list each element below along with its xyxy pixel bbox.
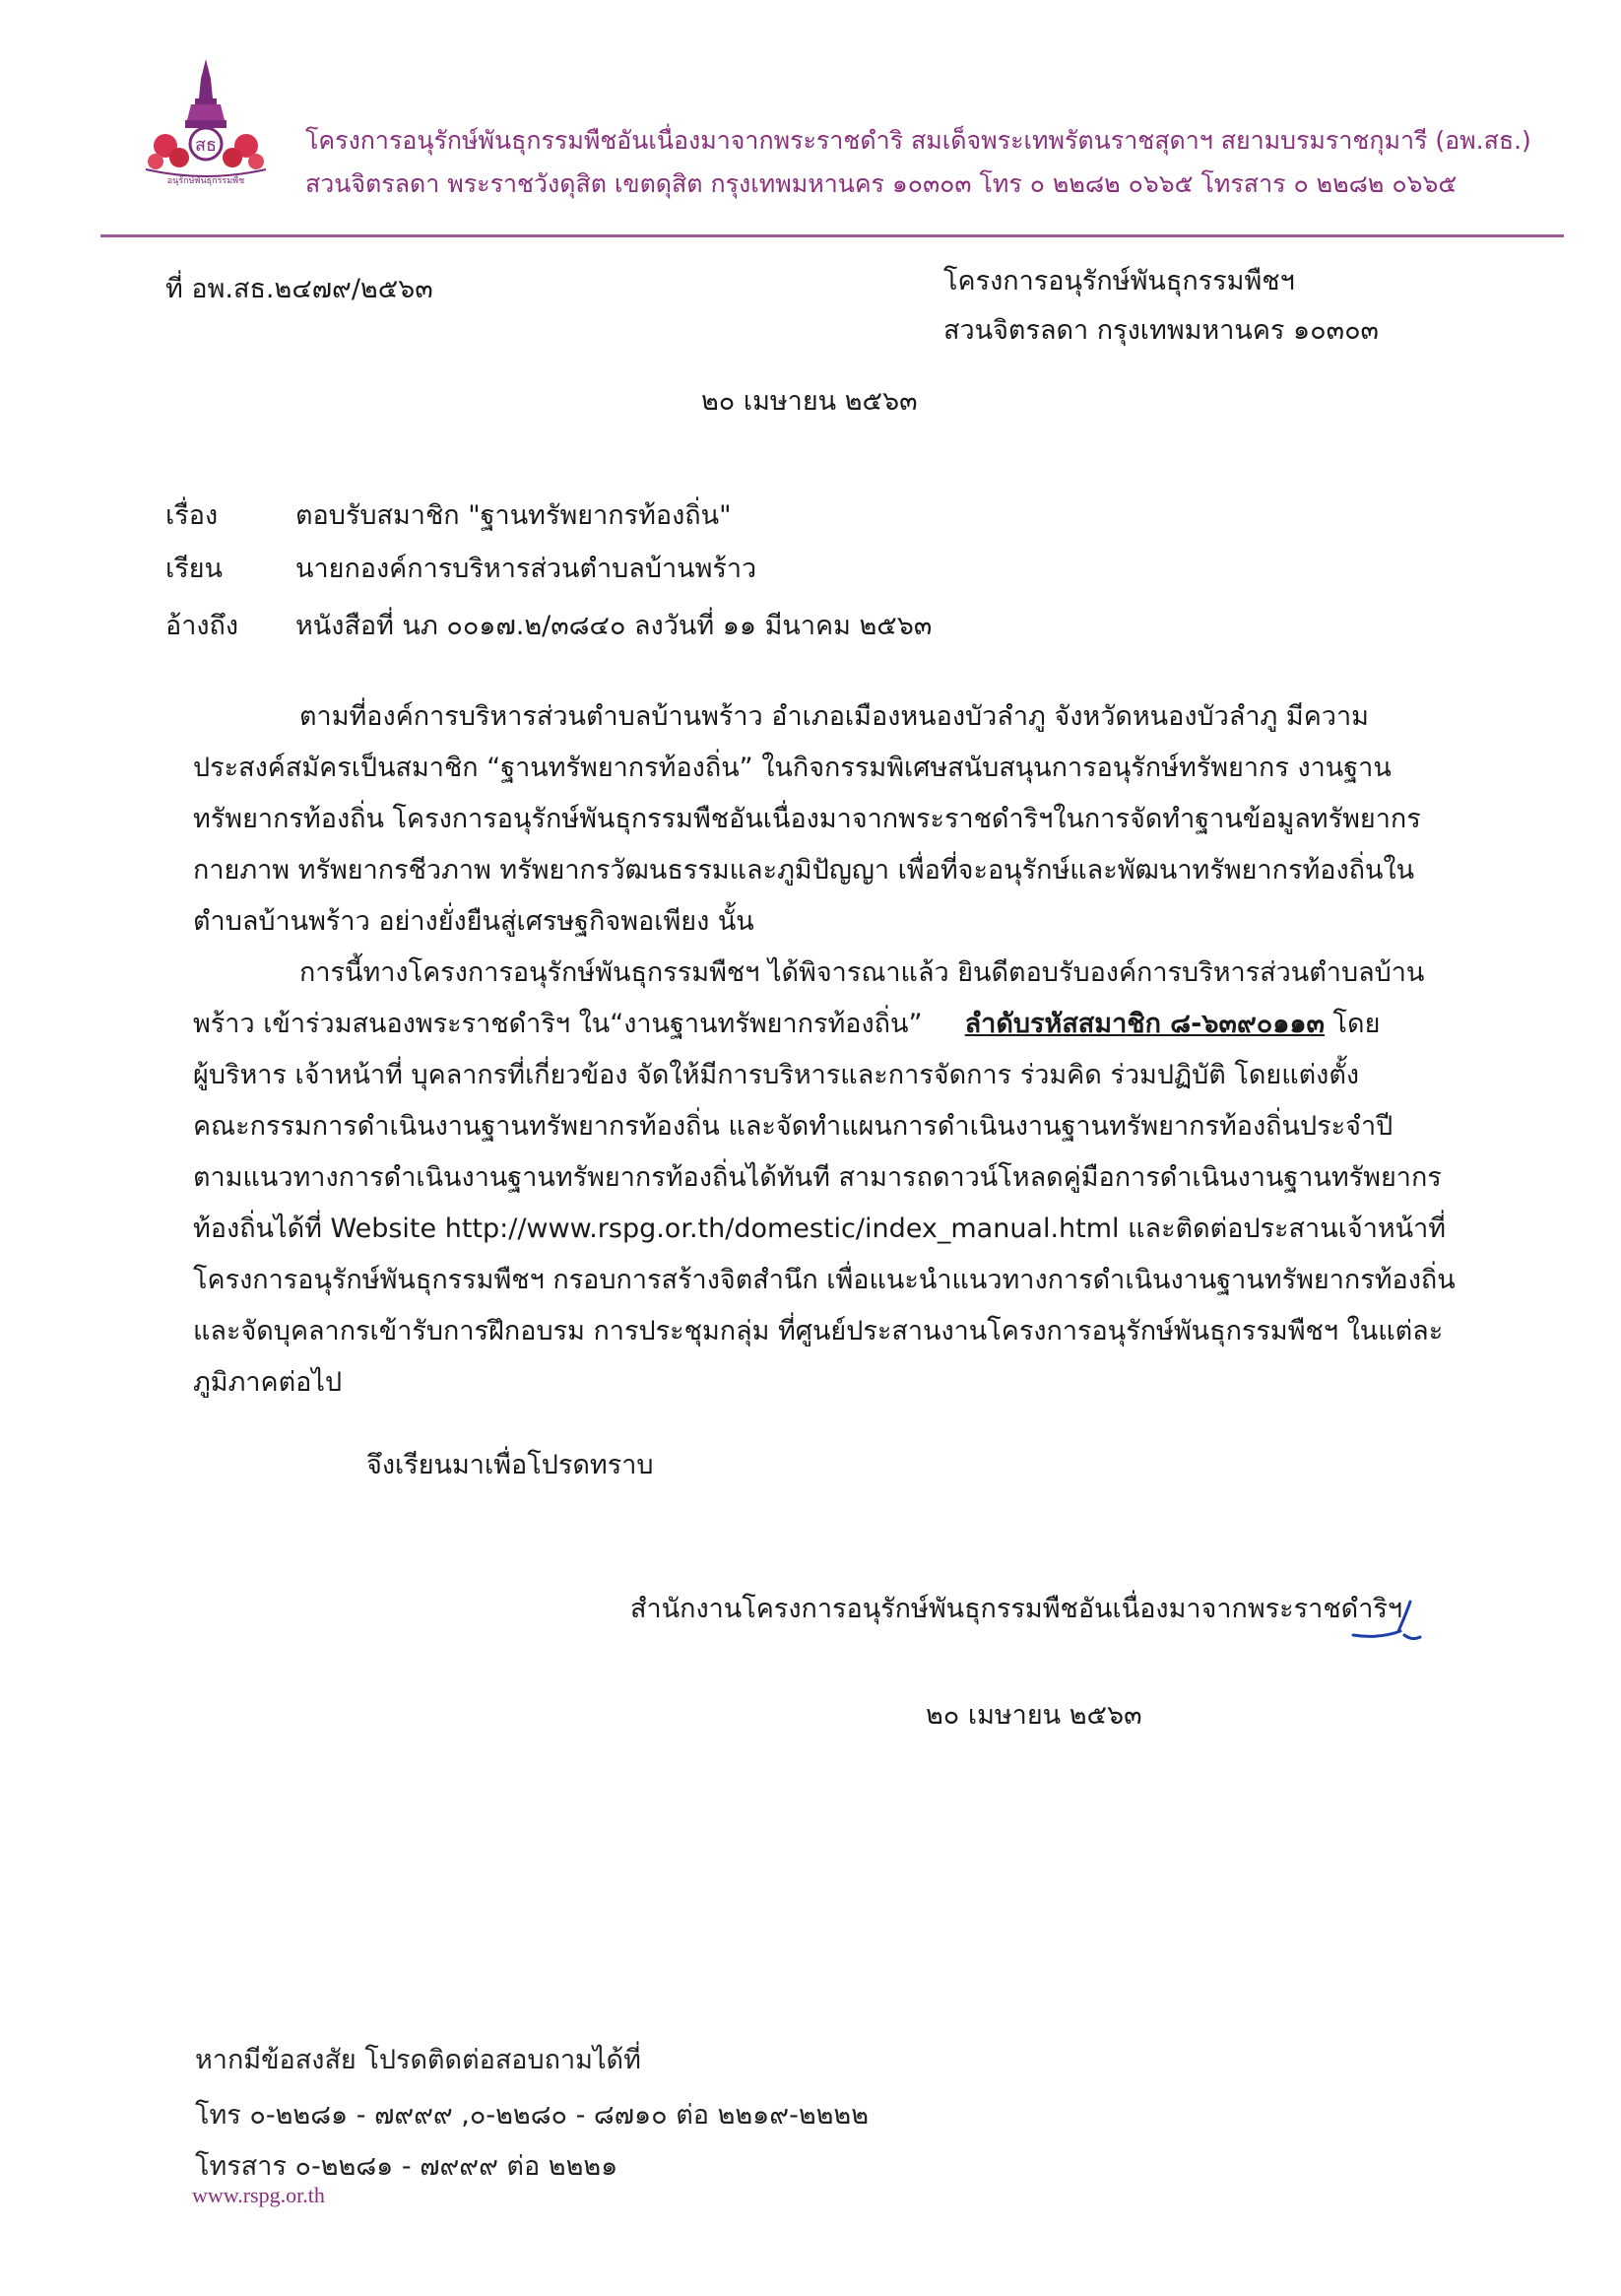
reference-label: อ้างถึง	[165, 611, 239, 641]
recipient-text: นายกองค์การบริหารส่วนตำบลบ้านพร้าว	[295, 554, 757, 584]
subject-text: ตอบรับสมาชิก "ฐานทรัพยากรท้องถิ่น"	[295, 500, 732, 531]
member-code: ลำดับรหัสสมาชิก ๘-๖๓๙๐๑๑๓	[964, 1009, 1325, 1039]
reference-text: หนังสือที่ นภ ๐๐๑๗.๒/๓๘๔๐ ลงวันที่ ๑๑ มีนาคม ๒๕๖๓	[295, 611, 933, 641]
paragraph-line: ประสงค์สมัครเป็นสมาชิก “ฐานทรัพยากรท้องถิ่น” ในกิจกรรมพิเศษสนับสนุนการอนุรักษ์ทรัพยากร งานฐาน	[193, 753, 1392, 783]
paragraph-line: ตำบลบ้านพร้าว อย่างยั่งยืนสู่เศรษฐกิจพอเพียง นั้น	[193, 906, 754, 937]
paragraph-line: และจัดบุคลากรเข้ารับการฝึกอบรม การประชุมกลุ่ม ที่ศูนย์ประสานงานโครงการอนุรักษ์พันธุกรรมพืชฯ ในแต่ละ	[193, 1316, 1444, 1346]
letter-date: ๒๐ เมษายน ๒๕๖๓	[701, 386, 918, 417]
paragraph-line: ตามแนวทางการดำเนินงานฐานทรัพยากรท้องถิ่นได้ทันที สามารถดาวน์โหลดคู่มือการดำเนินงานฐานทรัพยากร	[193, 1162, 1442, 1193]
sender-name: โครงการอนุรักษ์พันธุกรรมพืชฯ	[943, 266, 1295, 296]
signature-mark	[1349, 1596, 1424, 1651]
paragraph-line: ภูมิภาคต่อไป	[193, 1367, 343, 1398]
fax-text: โทรสาร ๐-๒๒๘๑ - ๗๙๙๙ ต่อ ๒๒๒๑	[195, 2151, 618, 2182]
website-link[interactable]: www.rspg.or.th	[192, 2183, 325, 2207]
recipient-label: เรียน	[165, 554, 224, 584]
subject-label: เรื่อง	[165, 500, 219, 531]
letterhead-line-2: สวนจิตรลดา พระราชวังดุสิต เขตดุสิต กรุงเทพมหานคร ๑๐๓๐๓ โทร ๐ ๒๒๘๒ ๐๖๖๕ โทรสาร ๐ ๒๒๘๒ ๐๖๖๕	[305, 169, 1458, 198]
letterhead-divider	[100, 234, 1564, 237]
paragraph-line: คณะกรรมการดำเนินงานฐานทรัพยากรท้องถิ่น และจัดทำแผนการดำเนินงานฐานทรัพยากรท้องถิ่นประจำปี	[193, 1111, 1394, 1142]
svg-text:สธ: สธ	[195, 135, 217, 156]
sender-address: สวนจิตรลดา กรุงเทพมหานคร ๑๐๓๐๓	[943, 315, 1380, 346]
paragraph-line: ผู้บริหาร เจ้าหน้าที่ บุคลากรที่เกี่ยวข้อง จัดให้มีการบริหารและการจัดการ ร่วมคิด ร่วมปฏิบัติ โดยแต่งตั้ง	[193, 1060, 1360, 1090]
reference-number: ที่ อพ.สธ.๒๔๗๙/๒๕๖๓	[165, 274, 433, 304]
phone-text: โทร ๐-๒๒๘๑ - ๗๙๙๙ ,๐-๒๒๘๐ - ๘๗๑๐ ต่อ ๒๒๑๙-๒๒๒๒	[195, 2100, 870, 2131]
paragraph-line	[193, 1005, 1380, 1044]
logo-caption: อนุรักษ์พันธุกรรมพืช	[166, 176, 245, 186]
paragraph-line: กายภาพ ทรัพยากรชีวภาพ ทรัพยากรวัฒนธรรมและภูมิปัญญา เพื่อที่จะอนุรักษ์และพัฒนาทรัพยากรท้องถิ่นใน	[193, 855, 1415, 886]
paragraph-line: ทรัพยากรท้องถิ่น โครงการอนุรักษ์พันธุกรรมพืชอันเนื่องมาจากพระราชดำริฯในการจัดทำฐานข้อมูลทรัพยากร	[193, 804, 1421, 834]
closing-text: จึงเรียนมาเพื่อโปรดทราบ	[366, 1450, 654, 1480]
paragraph-line: โครงการอนุรักษ์พันธุกรรมพืชฯ กรอบการสร้างจิตสำนึก เพื่อแนะนำแนวทางการดำเนินงานฐานทรัพยากรท้องถิ่น	[193, 1265, 1456, 1295]
paragraph-text: พร้าว เข้าร่วมสนองพระราชดำริฯ ใน“งานฐานทรัพยากรท้องถิ่น”	[193, 1009, 923, 1039]
paragraph-line: ตามที่องค์การบริหารส่วนตำบลบ้านพร้าว อำเภอเมืองหนองบัวลำภู จังหวัดหนองบัวลำภู มีความ	[299, 701, 1369, 732]
paragraph-line: ท้องถิ่นได้ที่ Website http://www.rspg.or.th/domestic/index_manual.html และติดต่อประสานเจ้าหน้าที่	[193, 1214, 1447, 1244]
signature-date: ๒๐ เมษายน ๒๕๖๓	[926, 1700, 1142, 1731]
rspg-logo	[136, 59, 276, 187]
inquiry-text: หากมีข้อสงสัย โปรดติดต่อสอบถามได้ที่	[195, 2045, 641, 2075]
paragraph-line: การนี้ทางโครงการอนุรักษ์พันธุกรรมพืชฯ ได้พิจารณาแล้ว ยินดีตอบรับองค์การบริหารส่วนตำบลบ้าน	[299, 957, 1425, 988]
letterhead-line-1: โครงการอนุรักษ์พันธุกรรมพืชอันเนื่องมาจากพระราชดำริ สมเด็จพระเทพรัตนราชสุดาฯ สยามบรมราชกุมารี (อพ.สธ.)	[305, 126, 1531, 155]
signer-office: สำนักงานโครงการอนุรักษ์พันธุกรรมพืชอันเนื่องมาจากพระราชดำริฯ	[630, 1594, 1403, 1624]
paragraph-text: โดย	[1332, 1009, 1381, 1039]
